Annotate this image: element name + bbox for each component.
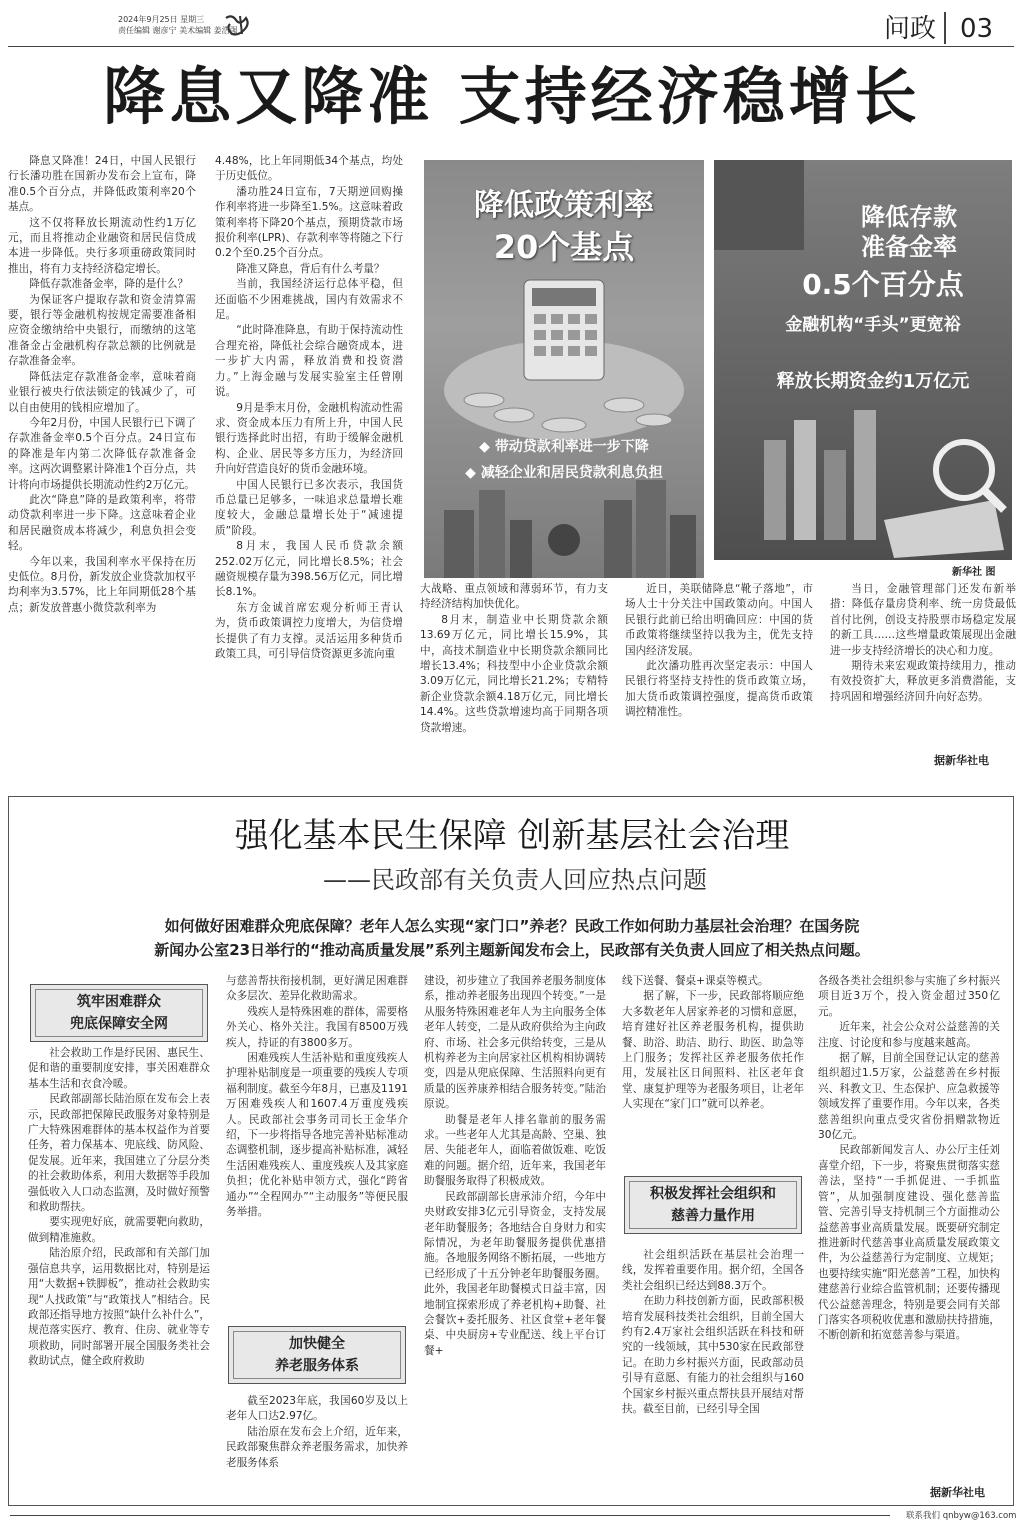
header-meta: [118, 14, 238, 36]
paragraph: 在助力科技创新方面，民政部积极培育发展科技类社会组织，目前全国大约有2.4万家社会组织活跃在科技和研究的一线领域，其中530家在民政部登记。在助力乡村振兴方面，民政部动员引导有意愿、有能力的社会组织与160个国家乡村振兴重点帮扶县开展结对帮扶。截至目前，已经引导全国: [622, 1295, 804, 1416]
calculator-coins-illustration: [424, 270, 704, 578]
subhead-social-orgs: 积极发挥社会组织和 慈善力量作用: [624, 1176, 802, 1234]
article1-source: 据新华社电: [934, 754, 989, 767]
paragraph: 期待未来宏观政策持续用力，推动有效投资扩大，释放更多消费潜能，支持巩固和增强经济回升向好态势。: [830, 660, 1016, 703]
paragraph: 困难残疾人生活补贴和重度残疾人护理补贴制度是一项重要的残疾人专项福利制度。截至今年8月，已惠及1191万困难残疾人和1607.4万重度残疾人。民政部社会事务司司长王金华介绍，下一步将指导各地完善补贴标准动态调整机制，逐步提高补贴标准，减轻生活困难残疾人、重度残疾人及其家庭负担；优化补贴申领方式，强化“跨省通办”“全程网办”“主动服务”等便民服务举措。: [226, 1052, 409, 1219]
section-label: 问政: [884, 14, 937, 44]
paragraph: 社会救助工作是纾民困、惠民生、促和谐的重要制度安排，事关困难群众基本生活和衣食冷暖。: [28, 1047, 210, 1090]
paragraph: 潘功胜24日宣布，7天期逆回购操作利率将进一步降至1.5%。这意味着政策利率将下降20个基点，预期贷款市场报价利率(LPR)、存款利率等将随之下行0.2个至0.25个百分点。: [215, 185, 403, 260]
graphic-right-line5: 释放长期资金约1万亿元: [776, 371, 970, 392]
paragraph: 当日，金融管理部门还发布新举措：降低存量房贷利率、统一房贷最低首付比例，创设支持股票市场稳定发展的新工具……这些增量政策展现出金融进一步支持经济增长的决心和力度。: [830, 583, 1016, 657]
footer-email[interactable]: qnbyw@163.com: [942, 1511, 1017, 1521]
footer-contact: 联系我们 qnbyw@163.com: [906, 1511, 1017, 1521]
paragraph: 降低存款准备金率，降的是什么？: [29, 278, 189, 291]
graphic-right-line2: 准备金率: [861, 233, 957, 261]
paragraph: 这不仅将释放长期流动性约1万亿元，而且将推动企业融资和居民信贷成本进一步降低。央行多项重磅政策同时推出，将有力支持经济稳定增长。: [8, 216, 196, 275]
paragraph: 建设，初步建立了我国养老服务制度体系，推动养老服务出现四个转变。”一是从服务特殊困难老年人为主向服务全体老年人转变，二是从政府供给为主向政府、市场、社会多元供给转变，三是从机构养老为主向居家社区机构相协调转变，四是从兜底保障、生活照料向更有质量的医养康养相结合服务转变。”陆治原说。: [424, 975, 606, 1111]
article2-subtitle: ——民政部有关负责人回应热点问题: [323, 866, 707, 894]
paragraph: 为保证客户提取存款和资金清算需要，银行等金融机构按规定需要准备相应资金缴纳给中央银行，而缴纳的这笔准备金占金融机构存款总额的比例就是存款准备金率。: [8, 293, 196, 368]
paragraph: 降息又降准！24日，中国人民银行行长潘功胜在国新办发布会上宣布，降准0.5个百分点，并降低政策利率20个基点。: [8, 155, 196, 214]
paragraph: 据了解，下一步，民政部将顺应绝大多数老年人居家养老的习惯和意愿，培育建好社区养老服务机构，提供助餐、助浴、助洁、助行、助医、助急等上门服务；发挥社区养老服务依托作用，发展社区日间照料、社区老年食堂、康复护理等为老服务项目，让老年人实现在“家门口”就可以养老。: [622, 990, 804, 1111]
article2-lead-1: 如何做好困难群众兜底保障？老年人怎么实现“家门口”养老？民政工作如何助力基层社会治理？在国务院: [164, 917, 860, 935]
paragraph: 4.48%，比上年同期低34个基点，均处于历史低位。: [215, 155, 403, 183]
paragraph: 据了解，目前全国登记认定的慈善组织超过1.5万家，公益慈善在乡村振兴、科教文卫、生态保护、应急救援等领域发挥了重要作用。今年以来，各类慈善组织向重点受灾省份捐赠款物近30亿元。: [818, 1052, 1000, 1142]
graphic-left-bullet2: ◆ 减轻企业和居民贷款利息负担: [465, 465, 663, 481]
paragraph: 此次“降息”降的是政策利率，将带动贷款利率进一步下降。这意味着企业和居民融资成本将减少，利息负担会变轻。: [8, 493, 196, 553]
editors-line: 责任编辑 谢彦宁 美术编辑 姜浩强: [118, 26, 238, 35]
paragraph: 中国人民银行已多次表示，我国货币总量已足够多，一味追求总量增长难度较大，金融总量增长处于“减速提质”阶段。: [215, 478, 403, 537]
subhead-elderly-care: 加快健全 养老服务体系: [228, 1326, 406, 1384]
header-rule: [8, 46, 1014, 47]
article2-headline: 强化基本民生保障 创新基层社会治理: [234, 816, 790, 856]
paragraph: 民政部副部长陆治原在发布会上表示，民政部把保障民政服务对象特别是广大特殊困难群体的基本权益作为首要任务，着力保基本、兜底线、防风险、促发展。近年来，我国建立了分层分类的社会救助体系，利用大数据等手段加强低收入人口动态监测，及时做好预警和救助帮扶。: [28, 1093, 210, 1214]
article1-headline: 降息又降准 支持经济稳增长: [103, 60, 921, 133]
issue-date: 2024年9月25日 星期三: [118, 15, 205, 24]
article2-lead-2: 新闻办公室23日举行的“推动高质量发展”系列主题新闻发布会上，民政部有关负责人回应了相关热点问题。: [154, 941, 870, 959]
paragraph: 8月末，制造业中长期贷款余额13.69万亿元，同比增长15.9%，其中，高技术制造业中长期贷款余额同比增长13.4%；科技型中小企业贷款余额3.09万亿元，同比增长21.2%；专精特新企业贷款余额4.18万亿元，同比增长14.4%。这些贷款增速均高于同期各项贷款增速。: [420, 613, 608, 734]
paragraph: 与慈善帮扶衔接机制，更好满足困难群众多层次、差异化救助需求。: [226, 975, 408, 1003]
reserve-ratio-graphic: [714, 160, 1012, 560]
paragraph: 残疾人是特殊困难的群体，需要格外关心、格外关注。我国有8500万残疾人，持证的有3800多万。: [226, 1005, 408, 1049]
article2-col1: [28, 1046, 210, 1370]
bar-chart-laptop-illustration: [714, 400, 1012, 560]
article2-col4a: [622, 974, 804, 1113]
paragraph: 东方金诚首席宏观分析师王青认为，货币政策调控力度增大，为信贷增长提供了有力支撑。灵活运用多种货币政策工具，可引导信贷资源更多流向重: [215, 601, 403, 660]
article2-col2a: [226, 974, 408, 1221]
article2-col2b: [226, 1394, 408, 1471]
paragraph: 近年来，社会公众对公益慈善的关注度、讨论度和参与度越来越高。: [818, 1021, 1000, 1049]
paragraph: 截至2023年底，我国60岁及以上老年人口达2.97亿。: [226, 1395, 408, 1423]
paragraph: 9月是季末月份，金融机构流动性需求、资金成本压力有所上升，中国人民银行选择此时出招，有助于缓解金融机构、企业、居民等多方压力，为经济回升向好营造良好的货币金融环境。: [215, 401, 403, 476]
paragraph: 社会组织活跃在基层社会治理一线，发挥着重要作用。据介绍，全国各类社会组织已经达到88.3万个。: [622, 1249, 804, 1292]
article1-col5: [830, 582, 1016, 705]
paragraph: 今年2月份，中国人民银行已下调了存款准备金率0.5个百分点。24日宣布的降准是年内第二次降低存款准备金率。这两次调整累计降准1个百分点，共计将向市场提供长期流动性约2万亿元。: [8, 416, 196, 491]
newspaper-logo: [222, 12, 256, 38]
article1-col4: [625, 582, 813, 721]
graphic-left-title1: 降低政策利率: [474, 188, 654, 223]
paragraph: 8月末，我国人民币贷款余额252.02万亿元，同比增长8.5%；社会融资规模存量为398.56万亿元，同比增长8.1%。: [215, 540, 403, 599]
paragraph: “此时降准降息，有助于保持流动性合理充裕，降低社会综合融资成本，进一步扩大内需，释放消费和投资潜力。”上海金融与发展实验室主任曾刚说。: [215, 324, 403, 399]
article1-col1: [8, 154, 196, 616]
policy-rate-graphic: [424, 160, 704, 578]
article2-col5: [818, 974, 1000, 1344]
paragraph: 陆治原介绍，民政部和有关部门加强信息共享，运用数据比对，特别是运用“大数据+铁脚板”，推动社会救助实现“人找政策”与“政策找人”相结合。民政部还指导地方按照“缺什么补什么”，规范落实医疗、教育、住房、就业等专项救助，同时部署开展全国服务类社会救助试点，健全政府救助: [28, 1247, 210, 1368]
paragraph: 此次潘功胜再次坚定表示：中国人民银行将坚持支持性的货币政策立场，加大货币政策调控强度，提高货币政策调控精准性。: [625, 660, 813, 719]
article1-col3: [420, 582, 608, 736]
paragraph: 线下送餐、餐桌+课桌等模式。: [622, 975, 769, 987]
article2-col4b: [622, 1248, 804, 1417]
article2-source: 据新华社电: [930, 1486, 985, 1499]
paragraph: 近日，美联储降息“靴子落地”，市场人士十分关注中国政策动向。中国人民银行此前已给出明确回应：中国的货币政策将继续坚持以我为主，优先支持国内经济发展。: [625, 583, 813, 657]
subhead-safety-net: 筑牢困难群众 兜底保障安全网: [30, 984, 208, 1042]
paragraph: 当前，我国经济运行总体平稳，但还面临不少困难挑战，国内有效需求不足。: [215, 278, 403, 322]
article1-col2: [215, 154, 403, 662]
graphic-left-bullet1: ◆ 带动贷款利率进一步下降: [479, 439, 649, 455]
paragraph: 各级各类社会组织参与实施了乡村振兴项目近3万个，投入资金超过350亿元。: [818, 975, 1000, 1018]
paragraph: 大战略、重点领域和薄弱环节，有力支持经济结构加快优化。: [420, 583, 608, 611]
corner-shape: [714, 160, 804, 250]
paragraph: 要实现兜好底，就需要靶向救助，做到精准施救。: [28, 1216, 210, 1244]
paragraph: 民政部副部长唐承沛介绍，今年中央财政安排3亿元引导资金，支持发展老年助餐服务；各地结合自身财力和实际情况，为老年助餐服务提供优惠措施。各地服务网络不断拓展，一些地方已经形成了十五分钟老年助餐服务圈。此外，我国老年助餐模式日益丰富，因地制宜探索形成了养老机构+助餐、社会餐饮+委托服务、社区食堂+老年餐桌、中央厨房+专业配送、线上平台订餐+: [424, 1190, 606, 1357]
paragraph: 民政部新闻发言人、办公厅主任刘喜堂介绍，下一步，将聚焦贯彻落实慈善法，坚持“一手抓促进、一手抓监管”，从加强制度建设、强化慈善监管、完善引导支持机制三个方面推动公益慈善事业高质量发展。既要研究制定推进新时代慈善事业高质量发展政策文件，为公益慈善行为定制度、立规矩；也要持续实施“阳光慈善”工程，加快构建慈善行业综合监管机制；还要传播现代公益慈善理念，特别是要会同有关部门落实各项税收优惠和激励扶持措施，不断创新和拓宽慈善参与渠道。: [818, 1144, 1000, 1342]
graphic-right-line4: 金融机构“手头”更宽裕: [785, 315, 961, 335]
article2-col3: [424, 974, 606, 1359]
graphic-right-line1: 降低存款: [861, 203, 957, 231]
graphic-right-line3: 0.5个百分点: [802, 268, 964, 301]
graphic-left-title2: 20个基点: [493, 228, 635, 266]
paragraph: 陆治原在发布会上介绍，近年来，民政部聚焦群众养老服务需求，加快养老服务体系: [226, 1425, 408, 1469]
page-number: 03: [960, 14, 994, 44]
section-divider: [944, 12, 946, 44]
paragraph: 降低法定存款准备金率，意味着商业银行被央行依法锁定的钱减少了，可以自由使用的钱相应增加了。: [8, 370, 196, 414]
footer-rule: [10, 1515, 890, 1516]
photo-credit: 新华社 图: [952, 567, 996, 578]
paragraph: 降准又降息，背后有什么考量？: [236, 262, 385, 275]
paragraph: 今年以来，我国利率水平保持在历史低位。8月份，新发放企业贷款加权平均利率为3.57%，比上年同期低28个基点；新发放普惠小微贷款利率为: [8, 555, 196, 614]
paragraph: 助餐是老年人排名靠前的服务需求。一些老年人尤其是高龄、空巢、独居、失能老年人，面临着做饭难、吃饭难的问题。据介绍，近年来，我国老年助餐服务取得了积极成效。: [424, 1113, 606, 1188]
